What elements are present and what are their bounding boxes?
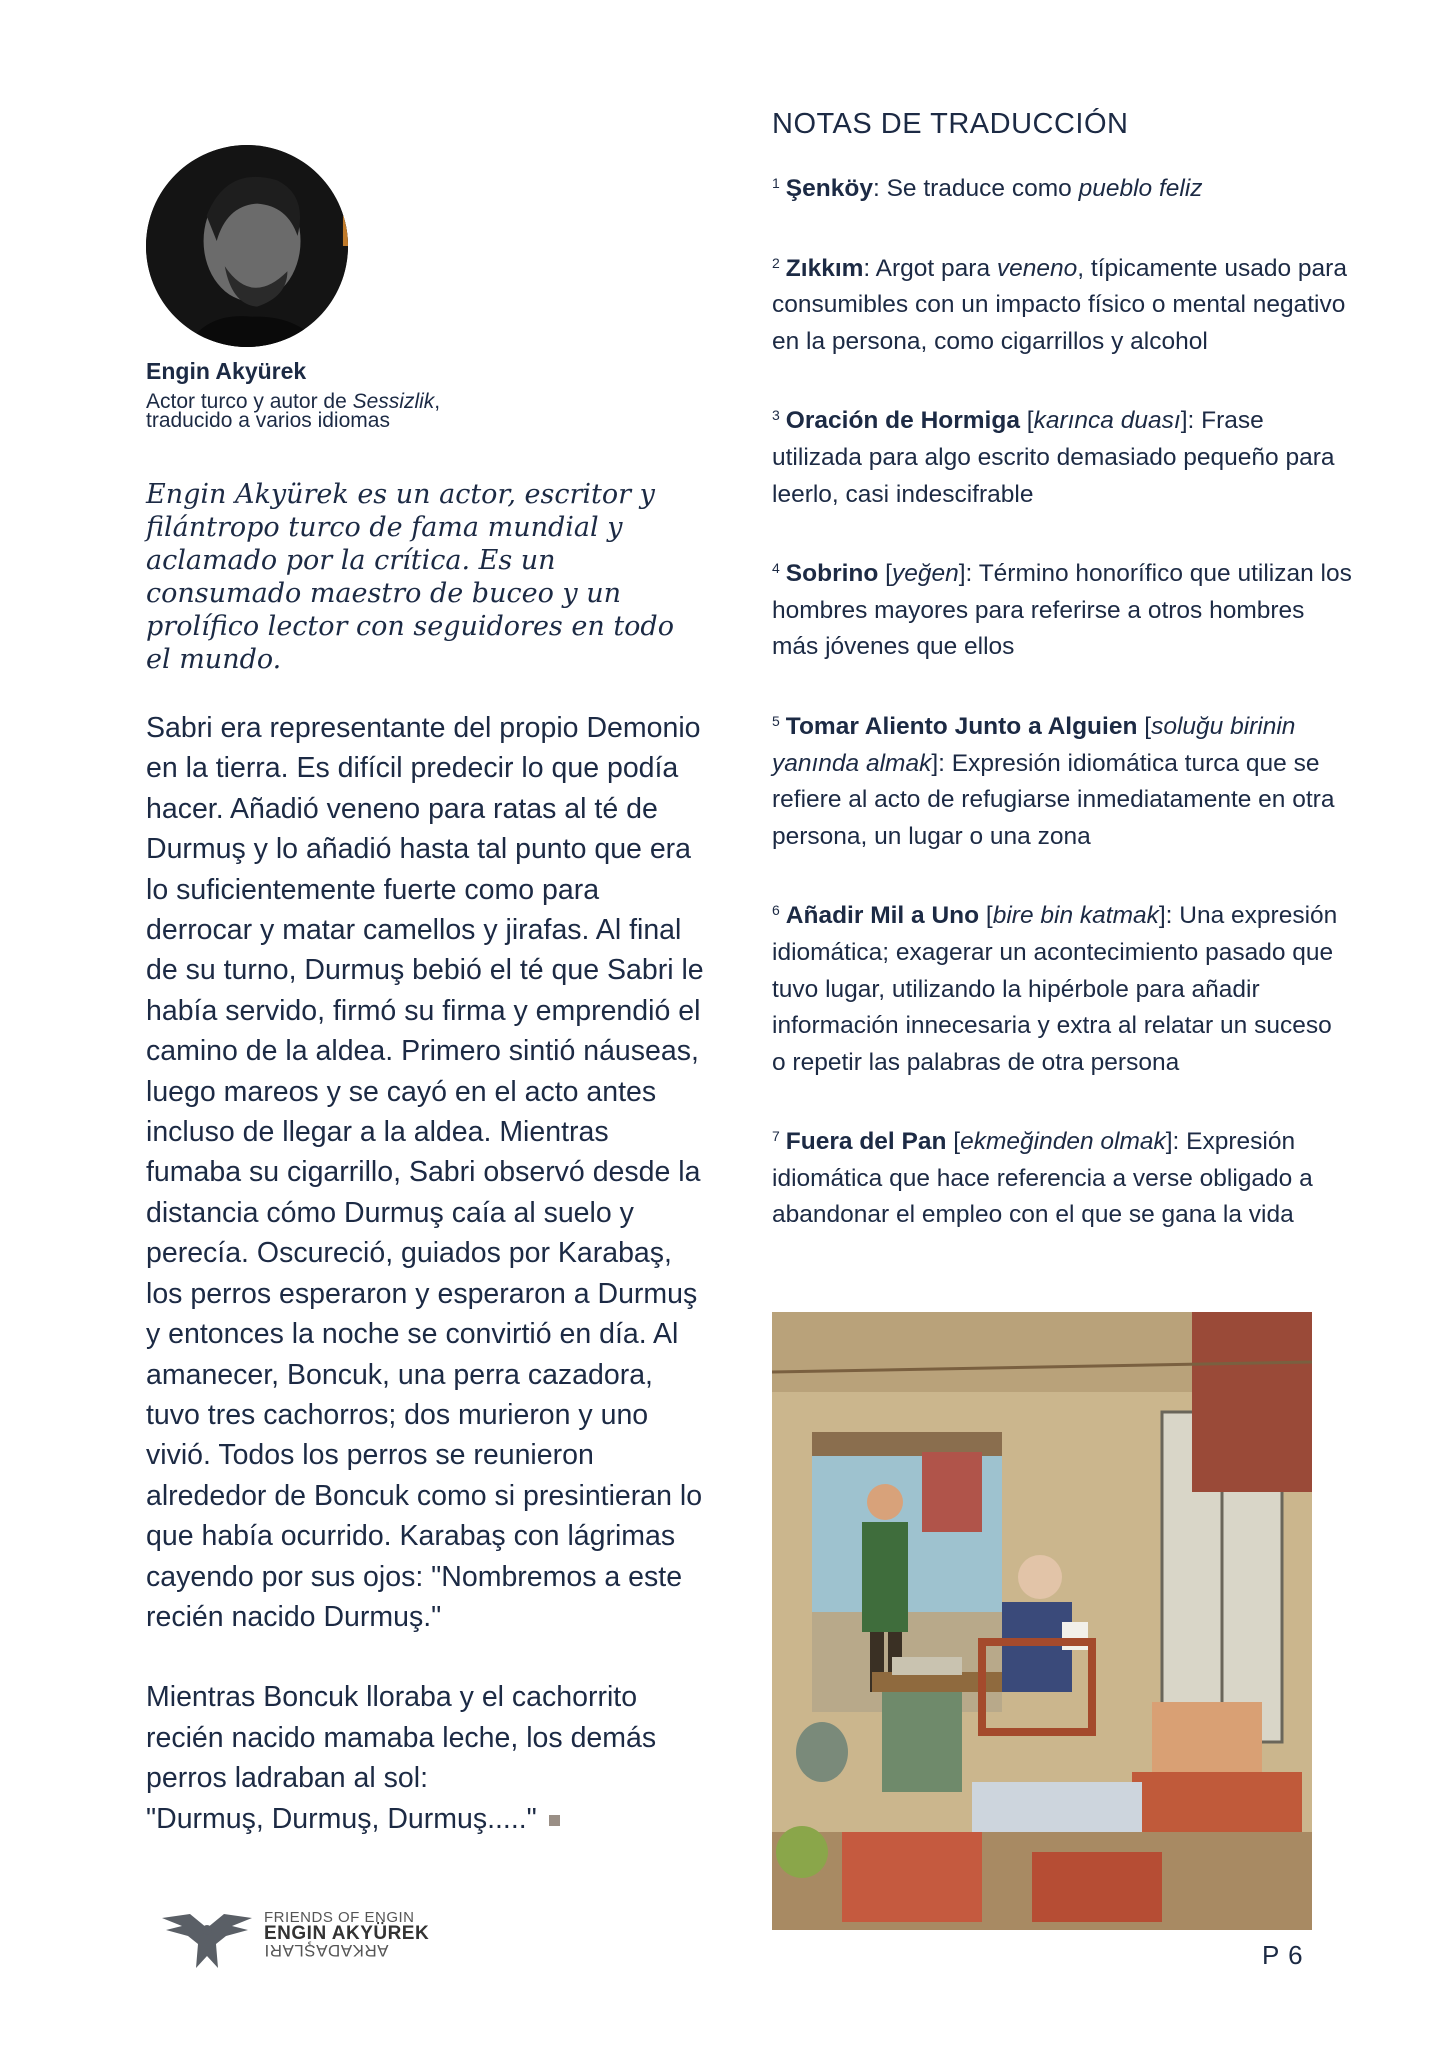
notes-title: NOTAS DE TRADUCCIÓN <box>772 108 1129 140</box>
note-7-number: 7 <box>772 1128 780 1145</box>
logo-line-1: FRIENDS OF ENGIN <box>264 1909 415 1926</box>
story-paragraph-1: Sabri era representante del propio Demonio en la tierra. Es difícil predecir lo que podía hacer. Añadió veneno para ratas al té de Durmuş y lo añadió hasta tal punto que era lo suficientemente fuerte como para derrocar y matar camellos y jirafas. Al final de su turno, Durmuş bebió el té que Sabri le había servido, firmó su firma y emprendió el camino de la aldea. Primero sintió náuseas, luego mareos y se cayó en el acto antes incluso de llegar a la aldea. Mientras fumaba su cigarrillo, Sabri observó desde la distancia cómo Durmuş caía al suelo y perecía. Oscureció, guiados por Karabaş, los perros esperaron y esperaron a Durmuş y entonces la noche se convirtió en día. Al amanecer, Boncuk, una perra cazadora, tuvo tres cachorros; dos murieron y uno vivió. Todos los perros se reunieron alrededor de Boncuk como si presintieran lo que había ocurrido. Karabaş con lágrimas cayendo por sus ojos: "Nombremos a este recién nacido Durmuş." <box>146 712 704 1633</box>
note-3-term: Oración de Hormiga <box>785 407 1020 435</box>
note-5-number: 5 <box>772 712 780 729</box>
note-6-number: 6 <box>772 902 780 919</box>
story-paragraph-2-last: "Durmuş, Durmuş, Durmuş....." <box>146 1802 537 1835</box>
note-5-bracket: [ <box>1137 712 1152 740</box>
note-4-text: ]: Término honorífico que utilizan los hombres mayores para referirse a otros hombres más jóvenes que ellos <box>772 560 1352 661</box>
note-7 <box>772 1118 1352 1234</box>
logo-line-2: ENGIN AKYÜREK <box>264 1923 430 1944</box>
logo-line-3: ARKADAŞLARI <box>264 1941 389 1960</box>
note-3 <box>772 397 1352 513</box>
note-3-italic: karınca duası <box>1033 407 1181 435</box>
note-6-text: ]: Una expresión idiomática; exagerar un acontecimiento pasado que tuvo lugar, utilizando la hipérbole para añadir información innecesaria y extra al relatar un suceso o repetir las palabras de otra persona <box>772 902 1338 1076</box>
note-5-italic: soluğu birinin yanında almak <box>772 712 1296 777</box>
author-photo-graphic <box>146 145 348 347</box>
author-name: Engin Akyürek <box>146 358 307 384</box>
note-3-bracket: [ <box>1019 407 1034 435</box>
note-3-number: 3 <box>772 407 780 424</box>
page-number: P 6 <box>1262 1940 1304 1970</box>
note-6-bracket: [ <box>979 902 993 930</box>
note-4-term: Sobrino <box>785 560 879 588</box>
note-5 <box>772 703 1352 855</box>
note-2-number: 2 <box>772 254 780 271</box>
note-6 <box>772 892 1352 1081</box>
note-7-italic: ekmeğinden olmak <box>960 1128 1166 1156</box>
author-description <box>146 392 506 430</box>
note-6-term: Añadir Mil a Uno <box>785 902 980 930</box>
note-4 <box>772 550 1352 666</box>
author-desc-line2: traducido a varios idiomas <box>146 409 390 432</box>
eagle-icon <box>160 1908 255 1970</box>
note-5-term: Tomar Aliento Junto a Alguien <box>785 712 1138 740</box>
note-1 <box>772 165 1352 208</box>
note-7-text: ]: Expresión idiomática que hace referencia a verse obligado a abandonar el empleo con el que se gana la vida <box>772 1128 1313 1229</box>
logo-text <box>264 1910 429 1959</box>
note-2 <box>772 245 1352 361</box>
note-1-term: Şenköy <box>785 175 873 202</box>
author-bio: Engin Akyürek es un actor, escritor y filántropo turco de fama mundial y aclamado por la crítica. Es un consumado maestro de buceo y un prolífico lector con seguidores en todo el mundo. <box>146 479 674 675</box>
note-1-number: 1 <box>772 175 780 191</box>
author-photo <box>146 145 348 347</box>
note-7-bracket: [ <box>946 1128 961 1156</box>
note-2-text-2: , típicamente usado para consumibles con un impacto físico o mental negativo en la persona, como cigarrillos y alcohol <box>772 254 1347 355</box>
note-2-text-1: : Argot para <box>863 254 997 282</box>
friends-of-engin-logo <box>160 1908 460 1978</box>
note-3-text: ]: Frase utilizada para algo escrito demasiado pequeño para leerlo, casi indescifrable <box>772 407 1335 508</box>
story-text <box>146 708 706 1839</box>
note-6-italic: bire bin katmak <box>992 902 1159 930</box>
translation-notes <box>772 165 1352 1271</box>
story-paragraph-2-text: Mientras Boncuk lloraba y el cachorrito recién nacido mamaba leche, los demás perros ladraban al sol: <box>146 1681 657 1795</box>
author-book-title: Sessizlik <box>352 390 435 413</box>
note-4-italic: yeğen <box>891 560 959 588</box>
note-1-text: : Se traduce como <box>872 175 1079 202</box>
end-mark-icon <box>549 1815 560 1826</box>
note-2-term: Zıkkım <box>785 254 864 282</box>
note-5-text: ]: Expresión idiomática turca que se refiere al acto de refugiarse inmediatamente en otra persona, un lugar o una zona <box>772 749 1335 850</box>
author-desc-prefix: Actor turco y autor de <box>146 390 353 413</box>
note-4-number: 4 <box>772 560 780 577</box>
illustration-graphic <box>772 1312 1312 1930</box>
story-illustration <box>772 1312 1312 1930</box>
note-1-italic: pueblo feliz <box>1078 175 1203 202</box>
note-2-italic: veneno <box>996 254 1078 282</box>
author-desc-suffix: , <box>434 390 441 413</box>
note-4-bracket: [ <box>878 560 892 588</box>
story-paragraph-2 <box>146 1677 706 1839</box>
note-7-term: Fuera del Pan <box>785 1128 947 1156</box>
